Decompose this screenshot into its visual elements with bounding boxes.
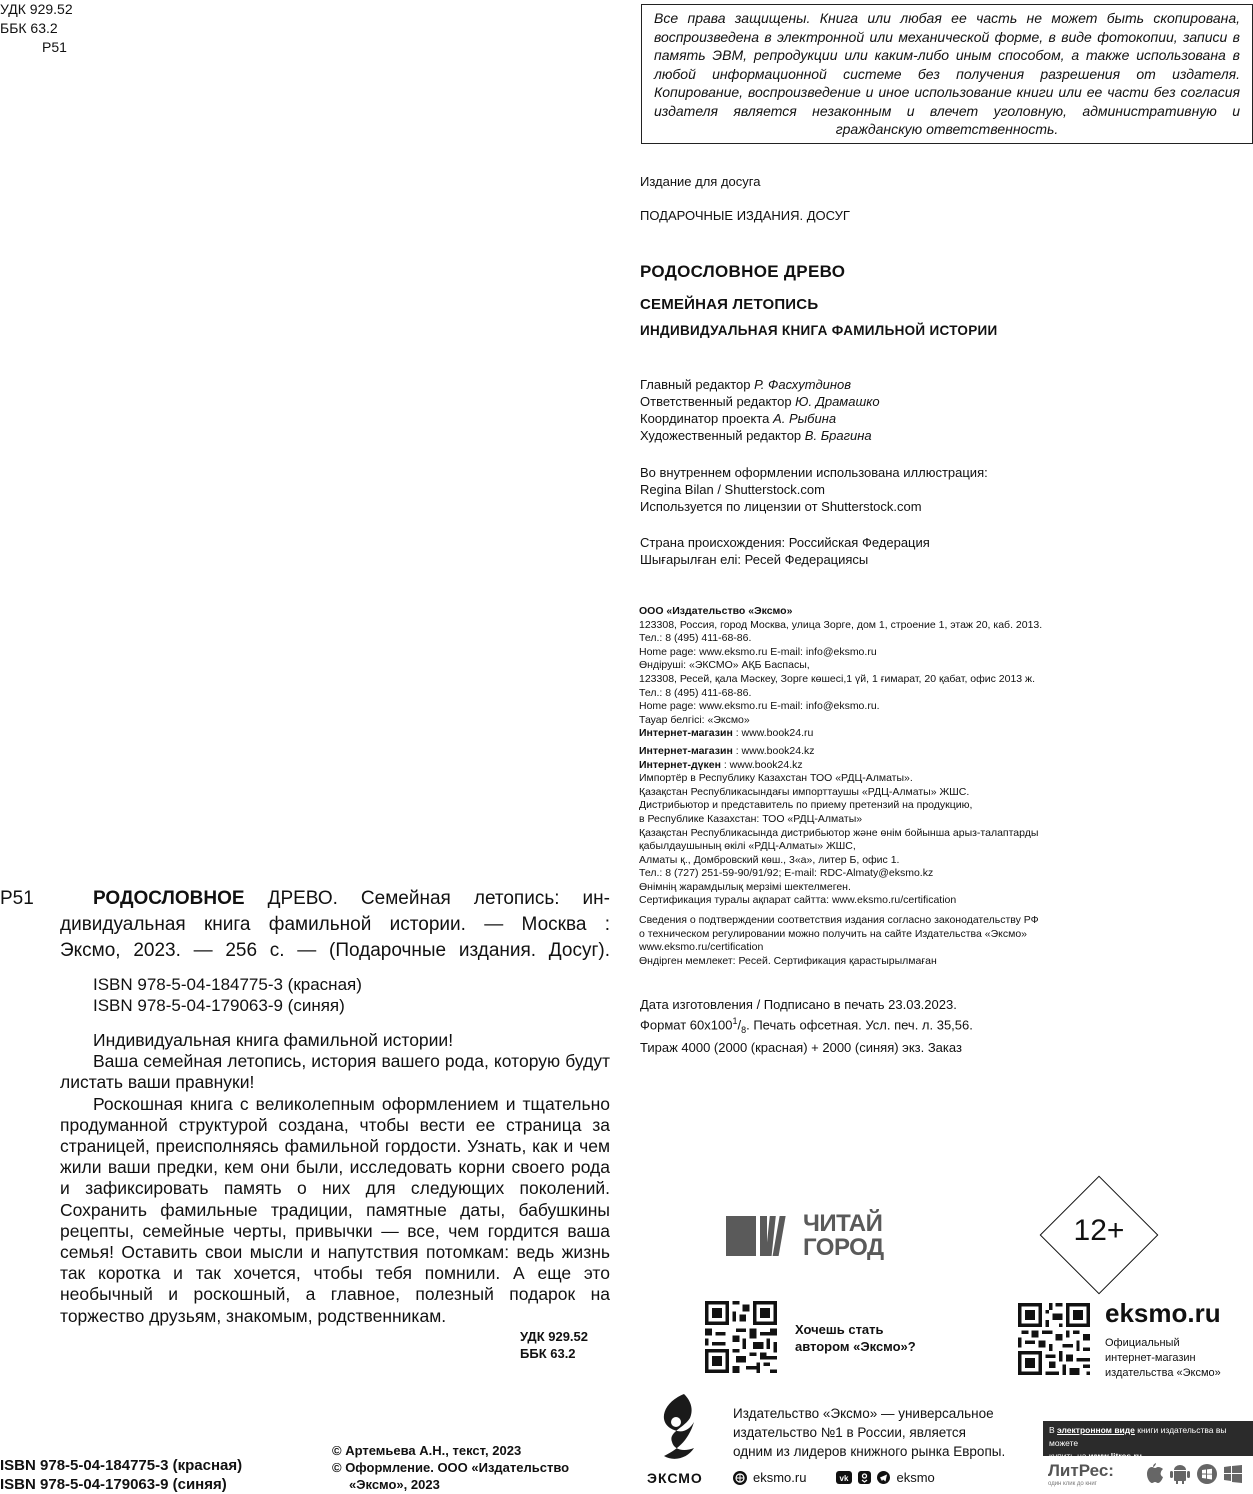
social-handle[interactable]: eksmo [896, 1470, 935, 1485]
chitai-gorod-book-icon [726, 1214, 792, 1258]
annotation-codes: УДК 929.52 ББК 63.2 [520, 1329, 588, 1361]
platform-icons [1144, 1463, 1242, 1485]
catalog-mark: Р51 [0, 888, 34, 909]
apple-icon[interactable] [1144, 1463, 1164, 1485]
bottom-isbn: ISBN 978-5-04-184775-3 (красная) ISBN 978-5-04-179063-9 (синяя) [0, 1457, 243, 1493]
chitai-gorod-logo: ЧИТАЙ ГОРОД [726, 1214, 906, 1262]
annotation: Индивидуальная книга фамильной истории! Ваша семейная летопись, история вашего рода, которую будут листать ваши правнуки! Роскошная книга с великолепным оформлением и тщательно продуманной структурой создана, чтобы вести ее страница за страницей, преисполняясь фамильной гордости. Узнать, как и чем жили ваши предки, кем они были, исследовать корни своего рода и зафиксировать память о них для следующих поколений. Сохранить фамильные традиции, памятные даты, бабушкины рецепты, семейные черты, привычки — все, чем гордится ваша семья! Оставить свои мысли и напутствия потомкам: ведь жизнь так коротка и так хочется, чтобы тебя помнили. А еще это необычный и роскошный, а главное, полезный подарок на торжество друзьям, знакомым, родственникам. [60, 1030, 610, 1326]
eksmo-site-title[interactable]: eksmo.ru [1105, 1298, 1221, 1328]
vk-icon[interactable] [836, 1471, 852, 1484]
age-rating: 12+ [1073, 1214, 1125, 1247]
bbk-code: ББК 63.2 [0, 20, 58, 36]
illustration-credit: Во внутреннем оформлении использована иллюстрация: Regina Bilan / Shutterstock.com Используется по лицензии от Shutterstock.com [640, 465, 988, 514]
litres-tagline: один клик до книг [1048, 1481, 1097, 1487]
publisher-name: ООО «Издательство «Эксмо» [639, 605, 793, 617]
shop-kz: Интернет-магазин : www.book24.kz [639, 744, 815, 757]
litres-banner[interactable]: В электронном виде книги издательства вы можете купить на www.litres.ru [1043, 1421, 1253, 1456]
telegram-icon[interactable] [877, 1471, 890, 1484]
social-row [733, 1469, 935, 1486]
staff-list [640, 376, 880, 444]
book-title: РОДОСЛОВНОЕ ДРЕВО [640, 262, 846, 281]
country-of-origin: Страна происхождения: Российская Федерация Шығарылған елі: Ресей Федерациясы [640, 535, 930, 567]
print-info: Дата изготовления / Подписано в печать 23.03.2023. Формат $60x100^1/_8$. Печать офсетная. Усл. печ. л. 35,56. Тираж 4000 (2000 (красная) + 2000 (синяя) экз. Заказ [640, 997, 973, 1055]
eksmo-logo-icon [654, 1392, 696, 1466]
staff-row: Координатор проекта А. Рыбина [640, 411, 837, 426]
ok-icon[interactable] [858, 1471, 871, 1484]
qr-icon [1018, 1303, 1090, 1375]
imprint-block: ООО «Издательство «Эксмо» 123308, Россия, город Москва, улица Зорге, дом 1, строение 1, этаж 20, каб. 2013. Тел.: 8 (495) 411-68-86. Home page: www.eksmo.ru E-mail: info@eksmo.ru Өндіруші: «ЭКСМО» АҚБ Баспасы, 123308, Ресей, қала Мәскеу, Зорге көшесі,1 үй, 1 ғимарат, 20 қабат, офис 2013 ж. Тел.: 8 (495) 411-68-86. Home page: www.eksmo.ru E-mail: info@eksmo.ru. Тауар белгісі: «Эксмо» Интернет-магазин : www.book24.ru Интернет-магазин : www.book24.kz Интернет-дүкен : www.book24.kz Импортёр в Республику Казахстан ТОО «РДЦ-Алматы». Қазақстан Республикасындағы импорттаушы «РДЦ-Алматы» ЖШС. Дистрибьютор и представитель по приему претензий на продукцию, в Республике Казахстан: ТОО «РДЦ-Алматы» Қазақстан Республикасында дистрибьютор және өнім бойынша арыз-талаптарды қабылдаушының өкілі «РДЦ-Алматы» ЖШС, Алматы қ., Домбровский көш., 3«а», литер Б, офис 1. Тел.: 8 (727) 251-59-90/91/92; E-mail: RDC-Almaty@eksmo.kz Өнімнің жарамдылық мерзімі шектелмеген. Сертификация туралы ақпарат сайтта: www.eksmo.ru/certification Сведения о подтверждении соответствия издания согласно законодательству РФ о техническом регулировании можно получить на сайте Издательства «Эксмо» www.eksmo.ru/certification Өндірген мемлекет: Ресей. Сертификация қарастырылмаған [639, 605, 1119, 968]
litres-brand: ЛитРес: [1048, 1461, 1114, 1480]
staff-row: Ответственный редактор Ю. Драмашко [640, 394, 880, 409]
book-subtitle-2: ИНДИВИДУАЛЬНАЯ КНИГА ФАМИЛЬНОЙ ИСТОРИИ [640, 323, 998, 338]
qr-code-author[interactable] [705, 1301, 777, 1373]
qr-icon [705, 1301, 777, 1373]
staff-row: Художественный редактор В. Брагина [640, 428, 872, 443]
eksmo-brand: ЭКСМО [647, 1470, 703, 1486]
catalog-entry: РОДОСЛОВНОЕ ДРЕВО. Семейная летопись: ин- [93, 888, 610, 909]
globe-icon [733, 1471, 747, 1485]
catalog-isbn: ISBN 978-5-04-184775-3 (красная) ISBN 978-5-04-179063-9 (синяя) [93, 975, 362, 1015]
rights-notice: Все права защищены. Книга или любая ее часть не может быть скопирована, воспроизведена в электронной или механической форме, в виде фотокопии, записи в память ЭВМ, репродукции или каким-либо иным способом, а также использована в любой информационной системе без получения разрешения от издателя. Копирование, воспроизведение и иное использование книги или ее части без согласия издателя является незаконным и влечет уголовную, административную и гражданскую ответственность. [641, 4, 1253, 144]
udk-code: УДК 929.52 [0, 1, 73, 17]
copyright: © Артемьева А.Н., текст, 2023 © Оформление. ООО «Издательство «Эксмо», 2023 [332, 1443, 570, 1492]
svg-text:vk: vk [840, 1474, 849, 1483]
catalog-entry-cont: дивидуальная книга фамильной истории. — Москва : Эксмо, 2023. — 256 с. — (Подарочные издания. Досуг). [60, 914, 610, 961]
eksmo-site-desc: Официальный интернет-магазин издательства «Эксмо» [1105, 1337, 1221, 1379]
author-promo: Хочешь стать автором «Эксмо»? [795, 1322, 916, 1354]
windows-phone-icon[interactable] [1196, 1463, 1218, 1485]
eksmo-about: Издательство «Эксмо» — универсальное издательство №1 в России, является одним из лидеров книжного рынка Европы. [733, 1406, 1006, 1459]
book-subtitle-1: СЕМЕЙНАЯ ЛЕТОПИСЬ [640, 296, 819, 313]
shop-ru: Интернет-магазин : www.book24.ru [639, 727, 814, 740]
edition-type: Издание для досуга [640, 174, 761, 189]
social-site[interactable]: eksmo.ru [753, 1470, 807, 1485]
series-name: ПОДАРОЧНЫЕ ИЗДАНИЯ. ДОСУГ [640, 208, 850, 223]
qr-code-eksmo-shop[interactable] [1018, 1303, 1090, 1375]
android-icon[interactable] [1170, 1463, 1190, 1485]
dukon-kz: Интернет-дүкен : www.book24.kz [639, 758, 803, 771]
author-mark: Р51 [42, 39, 67, 55]
windows-icon[interactable] [1224, 1465, 1242, 1483]
staff-row: Главный редактор Р. Фасхутдинов [640, 377, 852, 392]
